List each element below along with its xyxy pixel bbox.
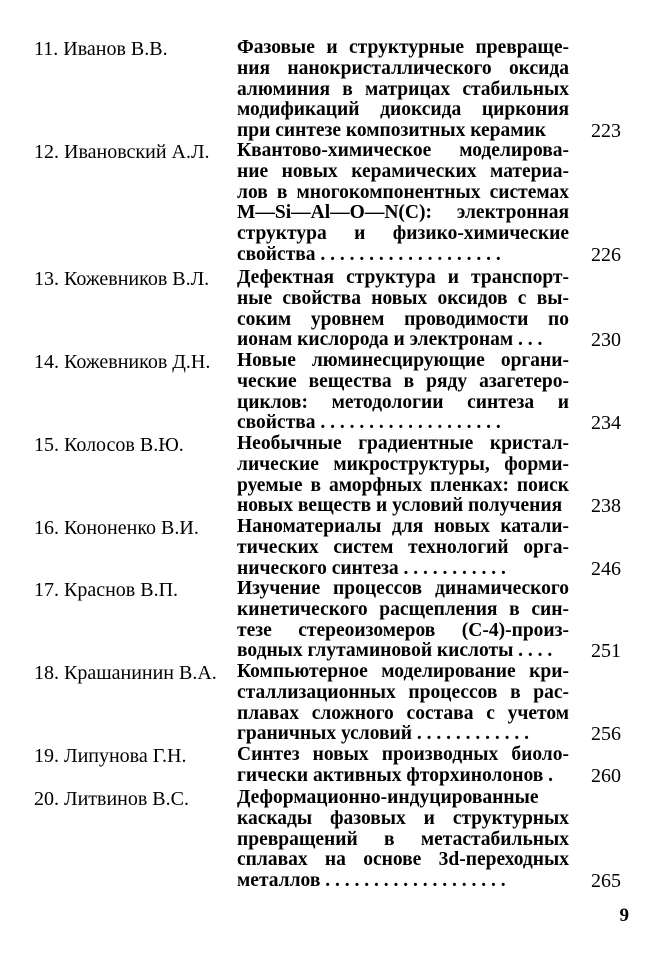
entry-title-line: Квантово-химическое моделирова- (237, 141, 569, 161)
entry-page-number: 223 (591, 120, 621, 143)
entry-author: 19. Липунова Г.Н. (34, 745, 187, 767)
entry-title-line: Необычные градиентные кристал- (237, 434, 569, 454)
entry-title (237, 141, 569, 266)
entry-title-line: циклов: методологии синтеза и (237, 392, 569, 413)
entry-author: 20. Литвинов В.С. (34, 788, 189, 810)
entry-title-line: тезе стереоизомеров (С-4)-произ- (237, 620, 569, 641)
entry-title-line: Дефектная структура и транспорт- (237, 268, 569, 288)
entry-title-line: тических систем технологий орга- (237, 537, 569, 558)
entry-title-line: Синтез новых производных биоло- (237, 745, 569, 765)
entry-title-line: ческие вещества в ряду азагетеро- (237, 371, 569, 392)
entry-title-line: гически активных фторхинолонов . (237, 765, 553, 786)
entry-title-line: Деформационно-индуцированные (237, 788, 539, 808)
entry-page-number: 256 (591, 723, 621, 746)
entry-title-line: модификаций диоксида циркония (237, 100, 569, 121)
entry-title-line: водных глутаминовой кислоты . . . . (237, 641, 553, 662)
entry-title-line: алюминия в матрицах стабильных (237, 79, 569, 100)
entry-page-number: 230 (591, 329, 621, 352)
entry-author: 16. Кононенко В.И. (34, 517, 199, 539)
entry-author: 11. Иванов В.В. (34, 38, 168, 60)
entry-title (237, 662, 569, 745)
entry-title (237, 745, 569, 787)
entry-title-line: кинетического расщепления в син- (237, 599, 569, 620)
entry-title-line: металлов . . . . . . . . . . . . . . . . . . . (237, 871, 506, 892)
entry-author: 13. Кожевников В.Л. (34, 268, 210, 290)
entry-title (237, 38, 569, 142)
entry-title-line: новых веществ и условий получения (237, 496, 563, 517)
entry-author: 15. Колосов В.Ю. (34, 434, 184, 456)
entry-title-line: руемые в аморфных пленках: поиск (237, 475, 569, 496)
entry-page-number: 260 (591, 764, 621, 787)
entry-title-line: лические микроструктуры, форми- (237, 454, 569, 475)
entry-title-line: соким уровнем проводимости по (237, 309, 569, 330)
entry-title-line: плавах сложного состава с учетом (237, 703, 569, 724)
entry-title-line: свойства . . . . . . . . . . . . . . . . . . . (237, 413, 501, 434)
page-folio: 9 (619, 905, 629, 926)
entry-title-line: Изучение процессов динамического (237, 579, 569, 599)
entry-title-line: ионам кислорода и электронам . . . (237, 330, 543, 351)
entry-author: 14. Кожевников Д.Н. (34, 351, 211, 373)
entry-title (237, 351, 569, 434)
entry-title (237, 517, 569, 579)
entry-title-line: ние новых керамических материа- (237, 161, 569, 182)
entry-title-line: каскады фазовых и структурных (237, 808, 569, 829)
entry-page-number: 265 (591, 870, 621, 893)
entry-title-line: сталлизационных процессов в рас- (237, 682, 569, 703)
entry-title-line: свойства . . . . . . . . . . . . . . . . . . . (237, 244, 501, 265)
entry-title-line: сплавах на основе 3d-переходных (237, 850, 569, 871)
entry-title-line: Фазовые и структурные превраще- (237, 38, 569, 58)
entry-author: 17. Краснов В.П. (34, 579, 179, 601)
entry-page-number: 238 (591, 495, 621, 518)
entry-title (237, 268, 569, 351)
entry-title-line: нического синтеза . . . . . . . . . . . (237, 558, 506, 579)
entry-title-line: при синтезе композитных керамик (237, 121, 547, 142)
entry-title (237, 788, 569, 892)
entry-title-line: Новые люминесцирующие органи- (237, 351, 569, 371)
entry-title (237, 579, 569, 662)
entry-page-number: 234 (591, 412, 621, 435)
entry-page-number: 251 (591, 640, 621, 663)
entry-title-line: лов в многокомпонентных системах (237, 182, 569, 203)
entry-title-line: Наноматериалы для новых катали- (237, 517, 569, 537)
entry-title (237, 434, 569, 517)
entry-title-line: превращений в метастабильных (237, 829, 569, 850)
entry-title-line: ные свойства новых оксидов с вы- (237, 288, 569, 309)
entry-title-line: граничных условий . . . . . . . . . . . . (237, 724, 530, 745)
entry-page-number: 246 (591, 557, 621, 580)
entry-title-line: ния нанокристаллического оксида (237, 58, 569, 79)
entry-page-number: 226 (591, 244, 621, 266)
entry-title-line: Компьютерное моделирование кри- (237, 662, 569, 682)
entry-title-line: структура и физико-химические (237, 224, 569, 245)
entry-author: 12. Ивановский А.Л. (34, 141, 210, 163)
entry-title-line: M—Si—Al—O—N(C): электронная (237, 203, 569, 224)
entry-author: 18. Крашанинин В.А. (34, 662, 217, 684)
